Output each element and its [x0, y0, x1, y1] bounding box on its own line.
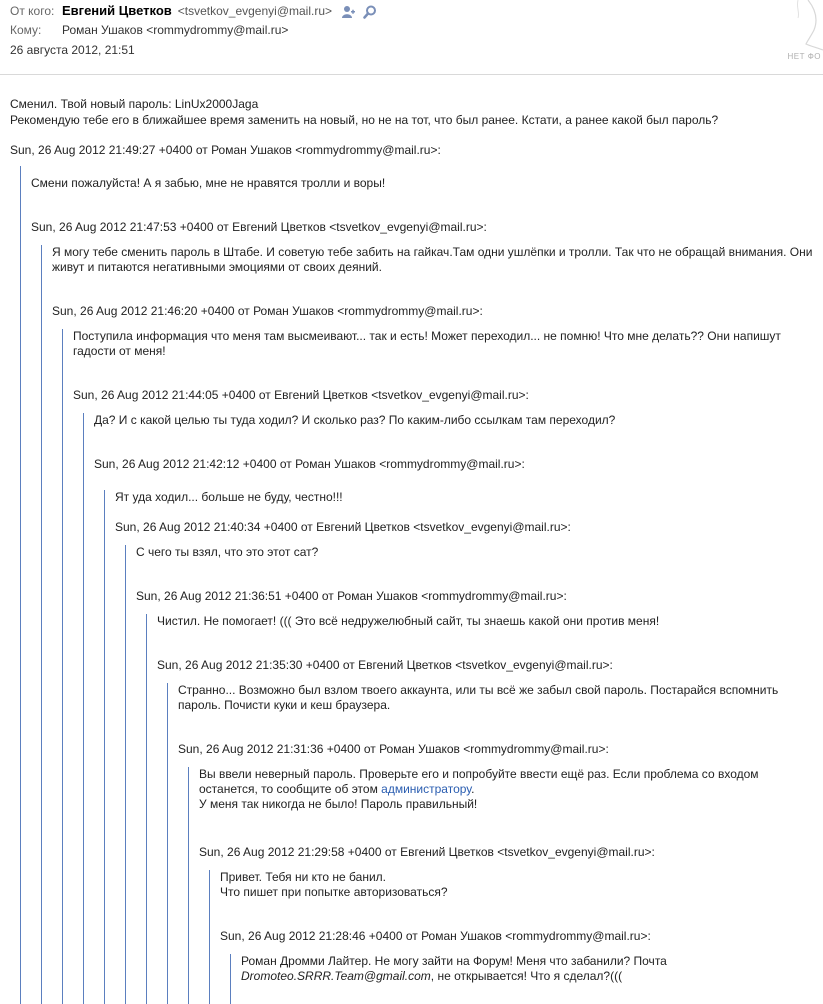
- quote-header: Sun, 26 Aug 2012 21:44:05 +0400 от Евгений Цветков <tsvetkov_evgenyi@mail.ru>:: [73, 388, 529, 402]
- quoted-message: [241, 969, 820, 984]
- quote-header: Sun, 26 Aug 2012 21:46:20 +0400 от Роман Ушаков <rommydrommy@mail.ru>:: [52, 304, 483, 318]
- from-row: [10, 3, 377, 19]
- message-date: 26 августа 2012, 21:51: [10, 43, 135, 57]
- blockquote: [146, 614, 820, 1004]
- sender-email[interactable]: <tsvetkov_evgenyi@mail.ru>: [177, 4, 333, 18]
- quoted-message: [199, 767, 820, 797]
- quoted-message: Я могу тебе сменить пароль в Штабе. И советую тебе забить на гайкач.Там одни ушлёпки и тролли. Так что не обращай внимания. Они живут и питаются негативными эмоциями от своих деяний.: [52, 245, 813, 274]
- quote-header: Sun, 26 Aug 2012 21:47:53 +0400 от Евгений Цветков <tsvetkov_evgenyi@mail.ru>:: [31, 220, 487, 234]
- quote-header: Sun, 26 Aug 2012 21:35:30 +0400 от Евгений Цветков <tsvetkov_evgenyi@mail.ru>:: [157, 658, 613, 672]
- error-text: Вы ввели неверный пароль. Проверьте его и попробуйте ввести ещё раз. Если проблема со входом останется, то сообщите об этом: [199, 767, 759, 796]
- quoted-message: Чистил. Не помогает! ((( Это всё недружелюбный сайт, ты знаешь какой они против меня!: [157, 614, 660, 628]
- quote-header: Sun, 26 Aug 2012 21:36:51 +0400 от Роман Ушаков <rommydrommy@mail.ru>:: [136, 589, 567, 603]
- date-row: [10, 42, 135, 58]
- quoted-message: Смени пожалуйста! А я забью, мне не нравятся тролли и воры!: [31, 176, 386, 190]
- quote-header: Sun, 26 Aug 2012 21:28:46 +0400 от Роман Ушаков <rommydrommy@mail.ru>:: [220, 929, 651, 943]
- blockquote: [62, 329, 820, 1004]
- blockquote: [104, 490, 820, 1004]
- to-label: Кому:: [10, 23, 42, 37]
- from-label: От кого:: [10, 4, 55, 18]
- avatar: [778, 0, 823, 66]
- quote-header: Sun, 26 Aug 2012 21:31:36 +0400 от Роман Ушаков <rommydrommy@mail.ru>:: [178, 742, 609, 756]
- to-row: [10, 22, 288, 38]
- administrator-link[interactable]: администратору: [381, 782, 472, 796]
- quoted-message: Привет. Тебя ни кто не банил.: [220, 870, 386, 884]
- sender-name[interactable]: Евгений Цветков: [62, 3, 172, 18]
- body-line: Сменил. Твой новый пароль: LinUx2000Jaga: [10, 97, 259, 111]
- recipient[interactable]: Роман Ушаков <rommydrommy@mail.ru>: [62, 23, 289, 37]
- blockquote: [230, 954, 820, 1004]
- blockquote: [188, 767, 820, 1004]
- quote-header: Sun, 26 Aug 2012 21:49:27 +0400 от Роман Ушаков <rommydrommy@mail.ru>:: [10, 143, 441, 157]
- quoted-message: Да? И с какой целью ты туда ходил? И сколько раз? По каким-либо ссылкам там переходил?: [94, 413, 616, 427]
- quoted-message: Что пишет при попытке авторизоваться?: [220, 885, 448, 899]
- no-photo-silhouette-icon: [778, 0, 823, 52]
- quote-header: Sun, 26 Aug 2012 21:40:34 +0400 от Евгений Цветков <tsvetkov_evgenyi@mail.ru>:: [115, 520, 571, 534]
- quote-header: Sun, 26 Aug 2012 21:29:58 +0400 от Евгений Цветков <tsvetkov_evgenyi@mail.ru>:: [199, 845, 655, 859]
- blockquote: [167, 683, 820, 1004]
- blockquote: [125, 545, 820, 1004]
- quoted-message: У меня так никогда не было! Пароль правильный!: [199, 797, 478, 811]
- search-icon[interactable]: [363, 5, 377, 19]
- no-photo-label: НЕТ ФО: [787, 52, 821, 61]
- blockquote: [83, 413, 820, 1004]
- body-line: Рекомендую тебе его в ближайшее время заменить на новый, но не на тот, что был ранее. Кстати, а ранее какой был пароль?: [10, 113, 719, 127]
- quoted-message: Поступила информация что меня там высмеивают... так и есть! Может переходил... не помню! Что мне делать?? Они напишут гадости от меня!: [73, 329, 781, 358]
- quoted-message: Ят уда ходил... больше не буду, честно!!!: [115, 490, 343, 504]
- quoted-message: Странно... Возможно был взлом твоего аккаунта, или ты всё же забыл свой пароль. Постарайся вспомнить пароль. Почисти куки и кеш браузера.: [178, 683, 779, 712]
- quoted-message: С чего ты взял, что это этот сат?: [136, 545, 319, 559]
- blockquote: [209, 870, 820, 1004]
- error-text-end: .: [471, 782, 475, 796]
- add-contact-icon[interactable]: [341, 5, 355, 19]
- quote-header: Sun, 26 Aug 2012 21:42:12 +0400 от Роман Ушаков <rommydrommy@mail.ru>:: [94, 457, 525, 471]
- blockquote: [41, 245, 820, 1004]
- quoted-message: Роман Дромми Лайтер. Не могу зайти на Форум! Меня что забанили? Почта: [241, 954, 667, 968]
- email-address: Dromoteo.SRRR.Team@gmail.com: [241, 969, 431, 983]
- message-body: [10, 96, 820, 1004]
- blockquote: [20, 166, 820, 1004]
- message-tail: , не открывается! Что я сделал?(((: [430, 969, 623, 983]
- message-header: [0, 0, 823, 75]
